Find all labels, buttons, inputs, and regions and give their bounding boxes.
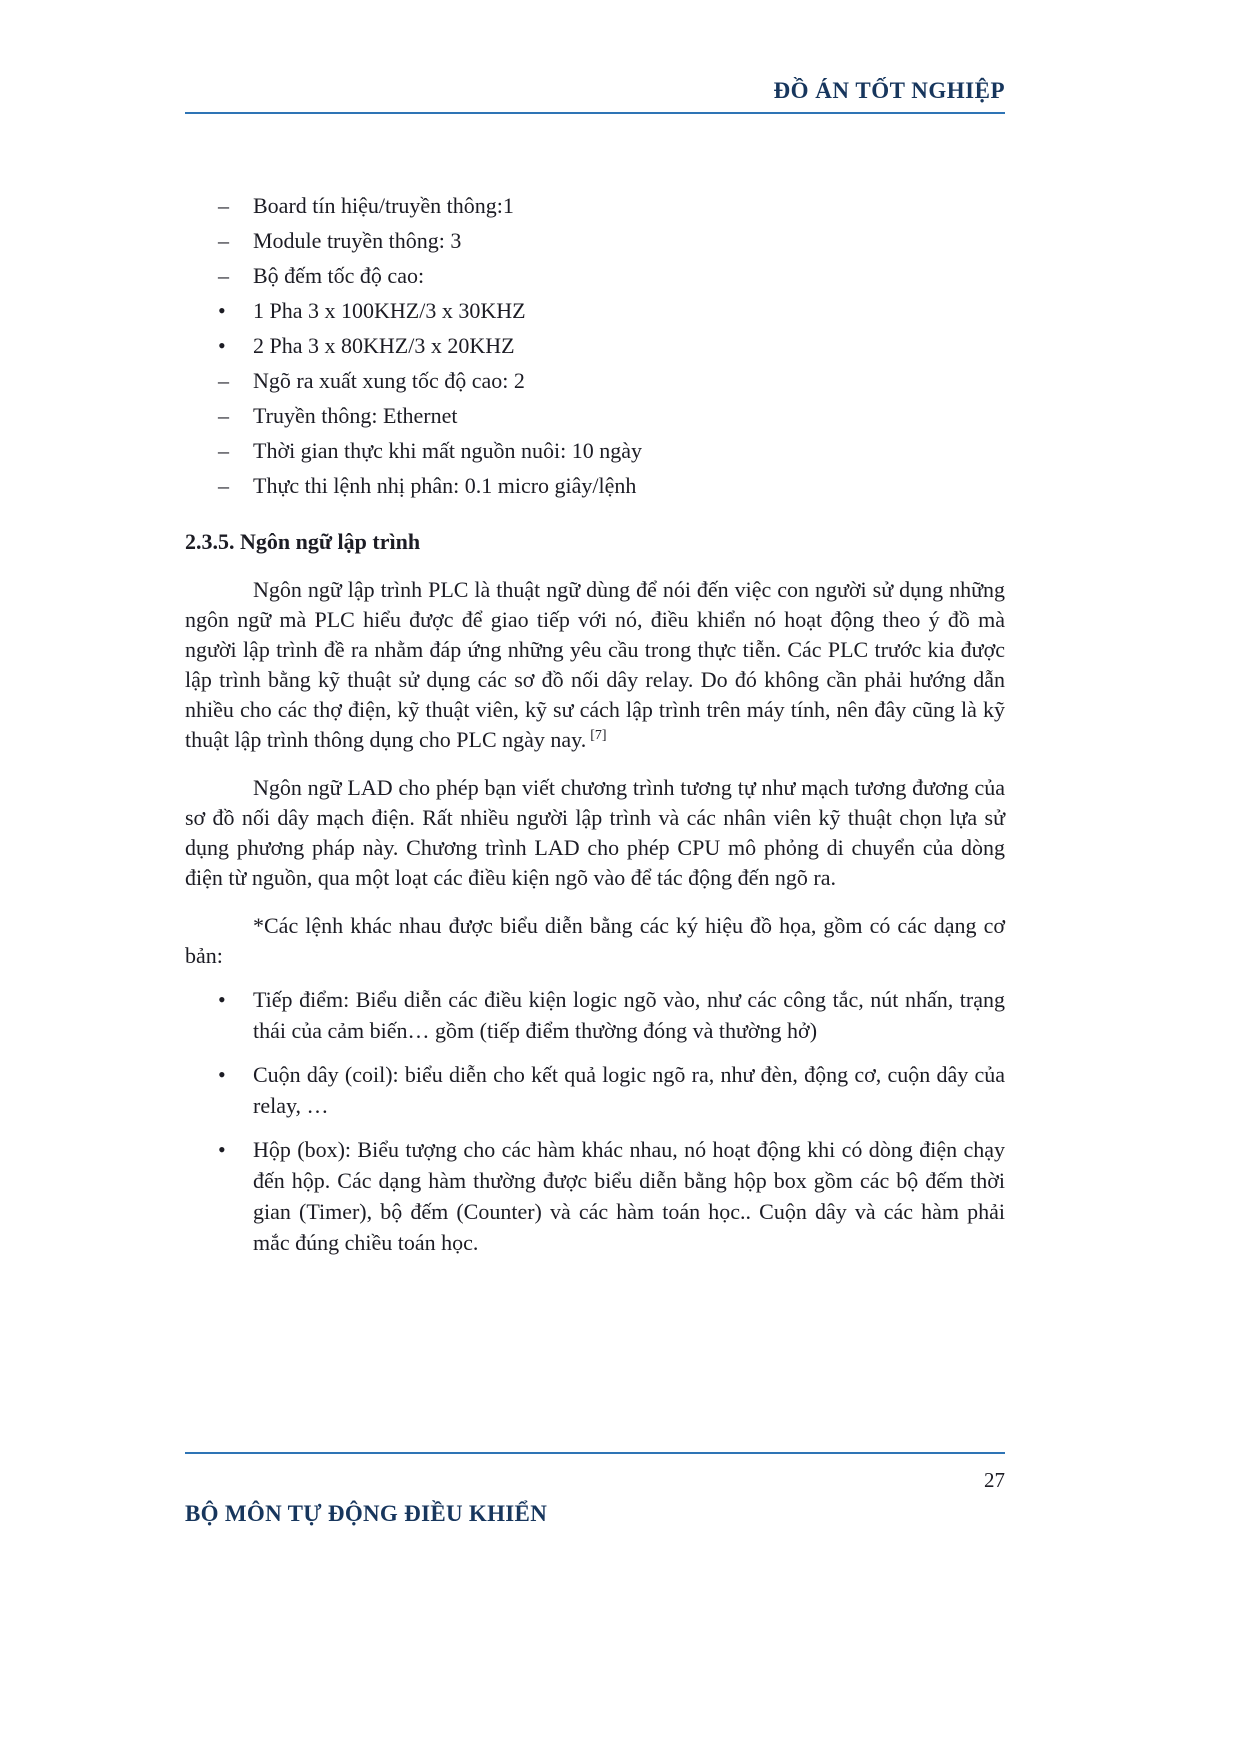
- page-header: [185, 0, 1005, 114]
- list-bullet: –: [218, 438, 229, 463]
- list-bullet: •: [218, 333, 226, 358]
- page-content: [185, 188, 1005, 1258]
- list-bullet: –: [218, 473, 229, 498]
- list-item-text: 1 Pha 3 x 100KHZ/3 x 30KHZ: [253, 298, 526, 323]
- list-item-text: Truyền thông: Ethernet: [253, 403, 458, 428]
- list-item-text: Module truyền thông: 3: [253, 228, 462, 253]
- header-rule: [185, 112, 1005, 114]
- list-item-text: Cuộn dây (coil): biểu diễn cho kết quả logic ngõ ra, như đèn, động cơ, cuộn dây của relay, …: [253, 1062, 1005, 1118]
- paragraph-2: Ngôn ngữ LAD cho phép bạn viết chương trình tương tự như mạch tương đương của sơ đồ nối dây mạch điện. Rất nhiều người lập trình và các nhân viên kỹ thuật chọn lựa sử dụng phương pháp này. Chương trình LAD cho phép CPU mô phỏng di chuyển của dòng điện từ nguồn, qua một loạt các điều kiện ngõ vào để tác động đến ngõ ra.: [185, 775, 1005, 890]
- symbol-list: [185, 984, 1005, 1258]
- list-bullet: –: [218, 403, 229, 428]
- list-item: [185, 1059, 1005, 1121]
- list-item-text: Tiếp điểm: Biểu diễn các điều kiện logic ngõ vào, như các công tắc, nút nhấn, trạng thái của cảm biến… gồm (tiếp điểm thường đóng và thường hở): [253, 987, 1005, 1043]
- list-bullet: •: [218, 298, 226, 323]
- list-bullet: –: [218, 193, 229, 218]
- section-heading: 2.3.5. Ngôn ngữ lập trình: [185, 529, 421, 554]
- list-item: [185, 258, 1005, 293]
- list-bullet: •: [218, 1137, 226, 1162]
- page-footer: [185, 1452, 1005, 1527]
- list-bullet: •: [218, 1062, 226, 1087]
- list-item-text: 2 Pha 3 x 80KHZ/3 x 20KHZ: [253, 333, 515, 358]
- list-bullet: –: [218, 368, 229, 393]
- list-bullet: –: [218, 263, 229, 288]
- paragraph-1-text: Ngôn ngữ lập trình PLC là thuật ngữ dùng để nói đến việc con người sử dụng những ngôn ngữ mà PLC hiểu được để giao tiếp với nó, điều khiển nó hoạt động theo ý đồ mà người lập trình đề ra nhằm đáp ứng những yêu cầu trong thực tiễn. Các PLC trước kia được lập trình bằng kỹ thuật sử dụng các sơ đồ nối dây relay. Do đó không cần phải hướng dẫn nhiều cho các thợ điện, kỹ thuật viên, kỹ sư cách lập trình trên máy tính, nên đây cũng là kỹ thuật lập trình thông dụng cho PLC ngày nay.: [185, 577, 1005, 752]
- list-item: [185, 1134, 1005, 1258]
- list-item-text: Board tín hiệu/truyền thông:1: [253, 193, 514, 218]
- list-item: [185, 984, 1005, 1046]
- paragraph-3: *Các lệnh khác nhau được biểu diễn bằng các ký hiệu đồ họa, gồm có các dạng cơ bản:: [185, 913, 1005, 968]
- list-item-text: Hộp (box): Biểu tượng cho các hàm khác nhau, nó hoạt động khi có dòng điện chạy đến hộp. Các dạng hàm thường được biểu diễn bằng hộp box gồm các bộ đếm thời gian (Timer), bộ đếm (Counter) và các hàm toán học.. Cuộn dây và các hàm phải mắc đúng chiều toán học.: [253, 1137, 1005, 1255]
- list-item-text: Thực thi lệnh nhị phân: 0.1 micro giây/lệnh: [253, 473, 637, 498]
- list-bullet: –: [218, 228, 229, 253]
- spec-list: [185, 188, 1005, 503]
- list-item: [185, 188, 1005, 223]
- list-item: [185, 328, 1005, 363]
- citation-ref: [7]: [590, 727, 607, 743]
- list-item: [185, 433, 1005, 468]
- paragraph-1: [185, 575, 1005, 755]
- list-item-text: Thời gian thực khi mất nguồn nuôi: 10 ngày: [253, 438, 642, 463]
- list-item-text: Ngõ ra xuất xung tốc độ cao: 2: [253, 368, 525, 393]
- footer-rule: [185, 1452, 1005, 1454]
- list-item-text: Bộ đếm tốc độ cao:: [253, 263, 425, 288]
- footer-department: BỘ MÔN TỰ ĐỘNG ĐIỀU KHIỂN: [185, 1501, 548, 1526]
- list-item: [185, 223, 1005, 258]
- list-item: [185, 363, 1005, 398]
- list-item: [185, 468, 1005, 503]
- list-item: [185, 398, 1005, 433]
- list-item: [185, 293, 1005, 328]
- header-title: ĐỒ ÁN TỐT NGHIỆP: [773, 78, 1005, 103]
- list-bullet: •: [218, 987, 226, 1012]
- page-number: 27: [984, 1468, 1005, 1492]
